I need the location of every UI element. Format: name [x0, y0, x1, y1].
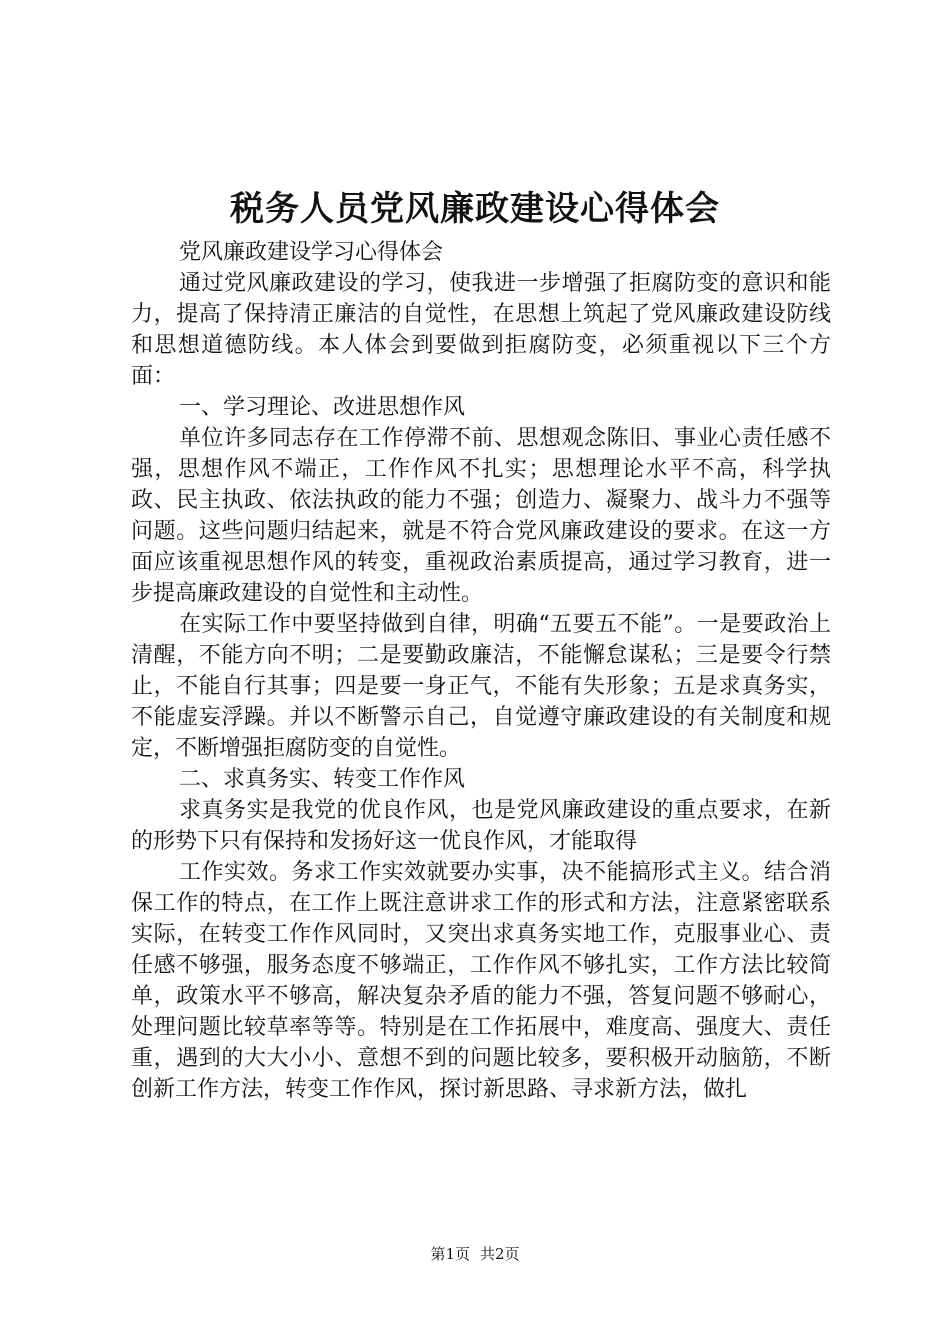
- section-heading-1: 一、学习理论、改进思想作风: [179, 395, 466, 420]
- document-title: 税务人员党风廉政建设心得体会: [230, 189, 720, 229]
- page-footer: [0, 1244, 950, 1264]
- paragraph: 在实际工作中要坚持做到自律，明确“五要五不能”。一是要政治上清醒，不能方向不明；二是要勤政廉洁，不能懈怠谋私；三是要令行禁止，不能自行其事；四是要一身正气，不能有失形象；五是求真务实，不能虚妄浮躁。并以不断警示自己，自觉遵守廉政建设的有关制度和规定，不断增强拒腐防变的自觉性。: [131, 612, 831, 761]
- paragraph: 工作实效。务求工作实效就要办实事，决不能搞形式主义。结合消保工作的特点，在工作上既注意讲求工作的形式和方法，注意紧密联系实际，在转变工作作风同时，又突出求真务实地工作，克服事业心、责任感不够强，服务态度不够端正，工作作风不够扎实，工作方法比较简单，政策水平不够高，解决复杂矛盾的能力不强，答复问题不够耐心，处理问题比较草率等等。特别是在工作拓展中，难度高、强度大、责任重，遇到的大大小小、意想不到的问题比较多，要积极开动脑筋，不断创新工作方法，转变工作作风，探讨新思路、寻求新方法，做扎: [131, 860, 831, 1102]
- section-heading-2: 二、求真务实、转变工作作风: [179, 767, 466, 792]
- page-number: 第1页: [430, 1245, 470, 1263]
- paragraph: 通过党风廉政建设的学习，使我进一步增强了拒腐防变的意识和能力，提高了保持清正廉洁的自觉性，在思想上筑起了党风廉政建设防线和思想道德防线。本人体会到要做到拒腐防变，必须重视以下三个方面：: [131, 271, 831, 389]
- paragraph: 求真务实是我党的优良作风，也是党风廉政建设的重点要求，在新的形势下只有保持和发扬好这一优良作风，才能取得: [131, 798, 831, 854]
- document-body: [131, 237, 831, 1105]
- page-total: 共2页: [480, 1245, 520, 1263]
- paragraph: 单位许多同志存在工作停滞不前、思想观念陈旧、事业心责任感不强，思想作风不端正，工作作风不扎实；思想理论水平不高，科学执政、民主执政、依法执政的能力不强；创造力、凝聚力、战斗力不强等问题。这些问题归结起来，就是不符合党风廉政建设的要求。在这一方面应该重视思想作风的转变，重视政治素质提高，通过学习教育，进一步提高廉政建设的自觉性和主动性。: [131, 426, 831, 606]
- paragraph-subtitle: 党风廉政建设学习心得体会: [179, 240, 444, 265]
